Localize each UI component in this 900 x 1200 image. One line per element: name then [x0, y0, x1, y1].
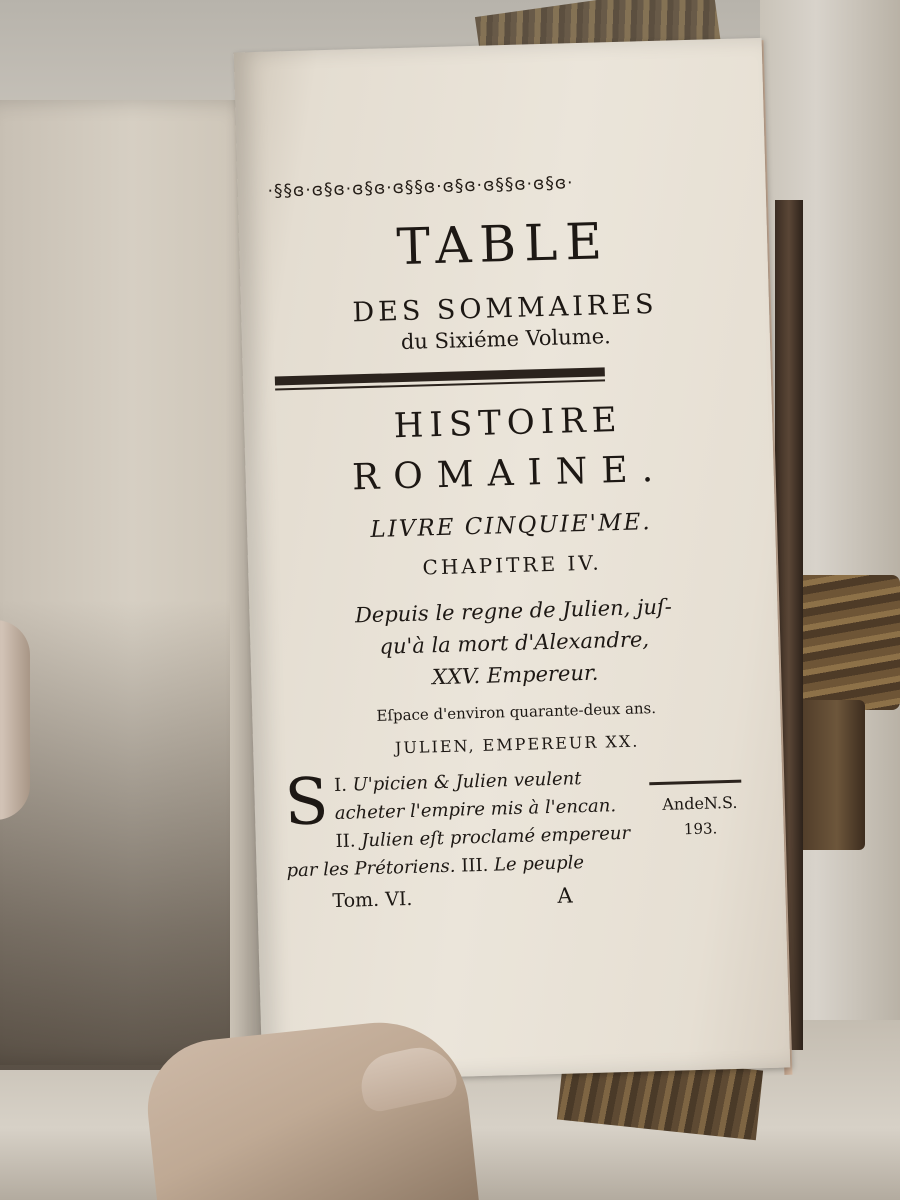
paragraph-text: Le peuple [493, 852, 585, 876]
livre-heading: LIVRE CINQUIE'ME. [370, 509, 652, 543]
right-page [234, 38, 791, 1082]
julien-heading: JULIEN, EMPEREUR XX. [394, 731, 640, 758]
paragraph-number: I. [333, 774, 348, 797]
paragraph-text: Julien eſt proclamé empereur par les Prétoriens. [286, 822, 631, 882]
margin-note-year: 193. [683, 819, 718, 839]
drop-cap: S [283, 765, 330, 841]
summary-line: XXV. Empereur. [431, 660, 599, 690]
left-thumb [0, 620, 30, 820]
summary-line: Depuis le regne de Julien, juſ- [354, 594, 673, 628]
paragraph-number: II. [335, 830, 356, 853]
paragraph-number: III. [460, 854, 489, 877]
volume-line: du Sixiéme Volume. [400, 324, 612, 355]
footer-signature: A [557, 883, 573, 908]
chapitre-heading: CHAPITRE IV. [422, 550, 602, 580]
book-spine-right [790, 575, 900, 710]
espace-line: Eſpace d'environ quarante-deux ans. [376, 699, 657, 725]
divider-thick [275, 367, 605, 385]
page-subtitle: DES SOMMAIRES [352, 288, 658, 329]
summary-line: qu'à la mort d'Alexandre, [379, 627, 650, 659]
hand-shadow [0, 600, 230, 1070]
heading-romaine: ROMAINE. [351, 448, 668, 499]
body-text [284, 764, 637, 886]
ornament-band: ·§§ɞ·ɞ§ɞ·ɞ§ɞ·ɞ§§ɞ·ɞ§ɞ·ɞ§§ɞ·ɞ§ɞ· [267, 173, 574, 202]
paragraph-text: U'picien & Julien veulent acheter l'empire mis à l'encan. [334, 768, 617, 825]
footer-tome: Tom. VI. [332, 887, 413, 913]
margin-rule [649, 780, 741, 786]
page-title: TABLE [395, 212, 611, 277]
heading-histoire: HISTOIRE [393, 399, 624, 447]
book-cover-right [795, 700, 865, 850]
margin-note-year-label: AndeN.S. [662, 792, 738, 814]
